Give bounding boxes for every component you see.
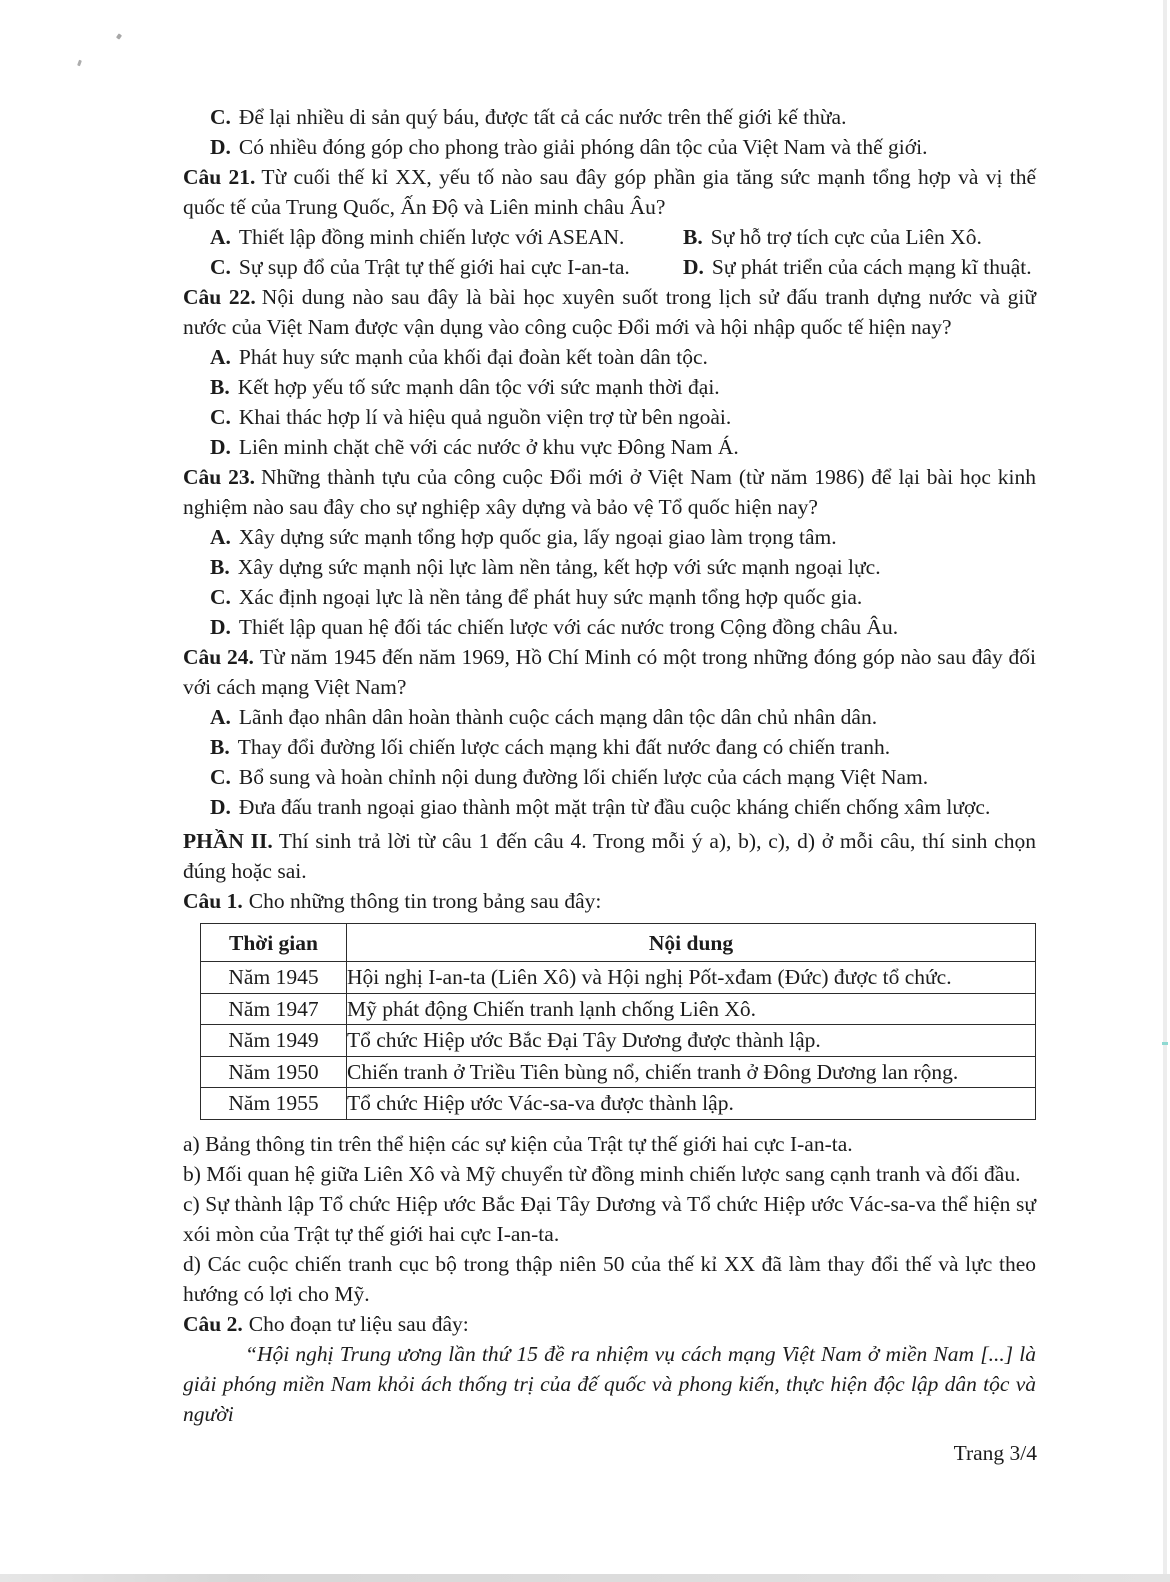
option-b	[183, 732, 1036, 762]
part2-header	[183, 826, 1036, 886]
option-c	[183, 582, 1036, 612]
question-text: Nội dung nào sau đây là bài học xuyên suốt trong lịch sử đấu tranh dựng nước và giữ nước của Việt Nam được vận dụng vào công cuộc Đổi mới và hội nhập quốc tế hiện nay?	[183, 285, 1037, 339]
option-d	[183, 612, 1036, 642]
question-23	[183, 462, 1036, 522]
question-21-options-row-2	[183, 252, 1036, 282]
option-text: Thiết lập quan hệ đối tác chiến lược với các nước trong Cộng đồng châu Âu.	[238, 615, 899, 639]
option-text: Thay đổi đường lối chiến lược cách mạng khi đất nước đang có chiến tranh.	[237, 735, 891, 759]
question-label: Câu 21.	[183, 165, 256, 189]
option-text: Có nhiều đóng góp cho phong trào giải phóng dân tộc của Việt Nam và thế giới.	[238, 135, 928, 159]
option-text: Đưa đấu tranh ngoại giao thành một mặt trận từ đầu cuộc kháng chiến chống xâm lược.	[238, 795, 991, 819]
option-letter: D.	[210, 795, 231, 819]
option-c	[183, 252, 683, 282]
option-letter: B.	[210, 555, 230, 579]
question-text: Cho những thông tin trong bảng sau đây:	[248, 889, 602, 913]
option-d	[683, 252, 1036, 282]
option-text: Xác định ngoại lực là nền tảng để phát huy sức mạnh tổng hợp quốc gia.	[238, 585, 863, 609]
cau2-intro	[183, 1309, 1036, 1339]
page-number: Trang 3/4	[953, 1441, 1037, 1465]
statement-d: d) Các cuộc chiến tranh cục bộ trong thập niên 50 của thế kỉ XX đã làm thay đổi thế và lực theo hướng có lợi cho Mỹ.	[183, 1251, 1036, 1306]
option-a	[183, 702, 1036, 732]
question-21-options-row-1	[183, 222, 1036, 252]
option-text: Thiết lập đồng minh chiến lược với ASEAN.	[238, 225, 625, 249]
statement-c: c) Sự thành lập Tổ chức Hiệp ước Bắc Đại Tây Dương và Tổ chức Hiệp ước Vác-sa-va thể hiện sự xói mòn của Trật tự thế giới hai cực I-an-ta.	[183, 1191, 1036, 1246]
option-letter: D.	[210, 615, 231, 639]
scan-edge-line	[1163, 0, 1167, 1582]
question-label: Câu 1.	[183, 889, 243, 913]
option-letter: B.	[210, 375, 230, 399]
table-header-time: Thời gian	[201, 924, 347, 962]
part2-label: PHẦN II.	[183, 829, 273, 853]
question-label: Câu 22.	[183, 285, 256, 309]
option-letter: A.	[210, 525, 231, 549]
cau1-intro	[183, 886, 1036, 916]
option-b	[183, 372, 1036, 402]
table-header-row	[201, 924, 1036, 962]
option-text: Phát huy sức mạnh của khối đại đoàn kết toàn dân tộc.	[238, 345, 708, 369]
option-c	[183, 402, 1036, 432]
cau2-quote: “Hội nghị Trung ương lần thứ 15 đề ra nhiệm vụ cách mạng Việt Nam ở miền Nam [...] là giải phóng miền Nam khỏi ách thống trị của đế quốc và phong kiến, thực hiện độc lập dân tộc và người	[183, 1341, 1036, 1426]
part2-instructions: Thí sinh trả lời từ câu 1 đến câu 4. Trong mỗi ý a), b), c), d) ở mỗi câu, thí sinh chọn đúng hoặc sai.	[183, 829, 1036, 883]
table-row	[201, 993, 1036, 1025]
option-letter: C.	[210, 105, 231, 129]
option-c	[183, 762, 1036, 792]
cell-content: Hội nghị I-an-ta (Liên Xô) và Hội nghị Pốt-xđam (Đức) được tổ chức.	[347, 962, 1036, 994]
question-21	[183, 162, 1036, 222]
option-letter: B.	[210, 735, 230, 759]
option-text: Xây dựng sức mạnh nội lực làm nền tảng, kết hợp với sức mạnh ngoại lực.	[237, 555, 881, 579]
option-letter: D.	[210, 435, 231, 459]
table-row	[201, 1088, 1036, 1120]
option-letter: A.	[210, 225, 231, 249]
statement-a: a) Bảng thông tin trên thể hiện các sự kiện của Trật tự thế giới hai cực I-an-ta.	[183, 1131, 853, 1156]
events-table	[200, 923, 1036, 1120]
page-content	[183, 102, 1036, 1429]
option-text: Kết hợp yếu tố sức mạnh dân tộc với sức mạnh thời đại.	[237, 375, 720, 399]
cell-time: Năm 1955	[201, 1088, 347, 1120]
cell-time: Năm 1949	[201, 1025, 347, 1057]
question-text: Từ năm 1945 đến năm 1969, Hồ Chí Minh có một trong những đóng góp nào sau đây đối với cách mạng Việt Nam?	[183, 645, 1036, 699]
question-24	[183, 642, 1036, 702]
option-text: Lãnh đạo nhân dân hoàn thành cuộc cách mạng dân tộc dân chủ nhân dân.	[238, 705, 878, 729]
statement-b: b) Mối quan hệ giữa Liên Xô và Mỹ chuyển từ đồng minh chiến lược sang cạnh tranh và đối đầu.	[183, 1161, 1021, 1186]
question-text: Cho đoạn tư liệu sau đây:	[248, 1311, 469, 1336]
question-text: Những thành tựu của công cuộc Đổi mới ở Việt Nam (từ năm 1986) để lại bài học kinh nghiệm nào sau đây cho sự nghiệp xây dựng và bảo vệ Tổ quốc hiện nay?	[183, 465, 1036, 519]
cell-time: Năm 1950	[201, 1056, 347, 1088]
cell-content: Chiến tranh ở Triều Tiên bùng nổ, chiến tranh ở Đông Dương lan rộng.	[347, 1056, 1036, 1088]
cell-content: Tổ chức Hiệp ước Vác-sa-va được thành lập.	[347, 1088, 1036, 1120]
option-letter: C.	[210, 585, 231, 609]
option-b	[183, 552, 1036, 582]
option-text: Sự phát triển của cách mạng kĩ thuật.	[711, 255, 1032, 279]
option-letter: D.	[210, 135, 231, 159]
table-row	[201, 1025, 1036, 1057]
option-letter: C.	[210, 255, 231, 279]
option-text: Liên minh chặt chẽ với các nước ở khu vực Đông Nam Á.	[238, 435, 739, 459]
option-a	[183, 342, 1036, 372]
option-letter: D.	[683, 255, 704, 279]
cell-content: Tổ chức Hiệp ước Bắc Đại Tây Dương được thành lập.	[347, 1025, 1036, 1057]
question-text: Từ cuối thế kỉ XX, yếu tố nào sau đây góp phần gia tăng sức mạnh tổng hợp và vị thế quốc tế của Trung Quốc, Ấn Độ và Liên minh châu Âu?	[183, 165, 1036, 219]
option-text: Sự hỗ trợ tích cực của Liên Xô.	[710, 225, 982, 249]
option-d	[183, 432, 1036, 462]
cell-time: Năm 1945	[201, 962, 347, 994]
scan-cyan-tick	[1162, 1042, 1168, 1045]
question-22	[183, 282, 1036, 342]
option-letter: C.	[210, 405, 231, 429]
scan-speck	[77, 60, 82, 67]
option-a	[183, 222, 683, 252]
option-text: Bổ sung và hoàn chỉnh nội dung đường lối chiến lược của cách mạng Việt Nam.	[238, 765, 929, 789]
option-letter: B.	[683, 225, 703, 249]
cell-content: Mỹ phát động Chiến tranh lạnh chống Liên Xô.	[347, 993, 1036, 1025]
option-b	[683, 222, 1036, 252]
option-a	[183, 522, 1036, 552]
option-text: Để lại nhiều di sản quý báu, được tất cả các nước trên thế giới kế thừa.	[238, 105, 847, 129]
option-text: Xây dựng sức mạnh tổng hợp quốc gia, lấy ngoại giao làm trọng tâm.	[238, 525, 837, 549]
option-text: Sự sụp đổ của Trật tự thế giới hai cực I-an-ta.	[238, 255, 630, 279]
option-letter: A.	[210, 705, 231, 729]
carryover-option-d	[183, 132, 1036, 162]
carryover-option-c	[183, 102, 1036, 132]
question-label: Câu 23.	[183, 465, 255, 489]
table-row	[201, 1056, 1036, 1088]
option-d	[183, 792, 1036, 822]
table-header-content: Nội dung	[347, 924, 1036, 962]
option-text: Khai thác hợp lí và hiệu quả nguồn viện trợ từ bên ngoài.	[238, 405, 732, 429]
option-letter: C.	[210, 765, 231, 789]
question-label: Câu 2.	[183, 1311, 243, 1336]
scan-speck	[116, 33, 122, 39]
scan-bottom-band	[0, 1574, 1170, 1582]
question-label: Câu 24.	[183, 645, 254, 669]
table-row	[201, 962, 1036, 994]
option-letter: A.	[210, 345, 231, 369]
cell-time: Năm 1947	[201, 993, 347, 1025]
